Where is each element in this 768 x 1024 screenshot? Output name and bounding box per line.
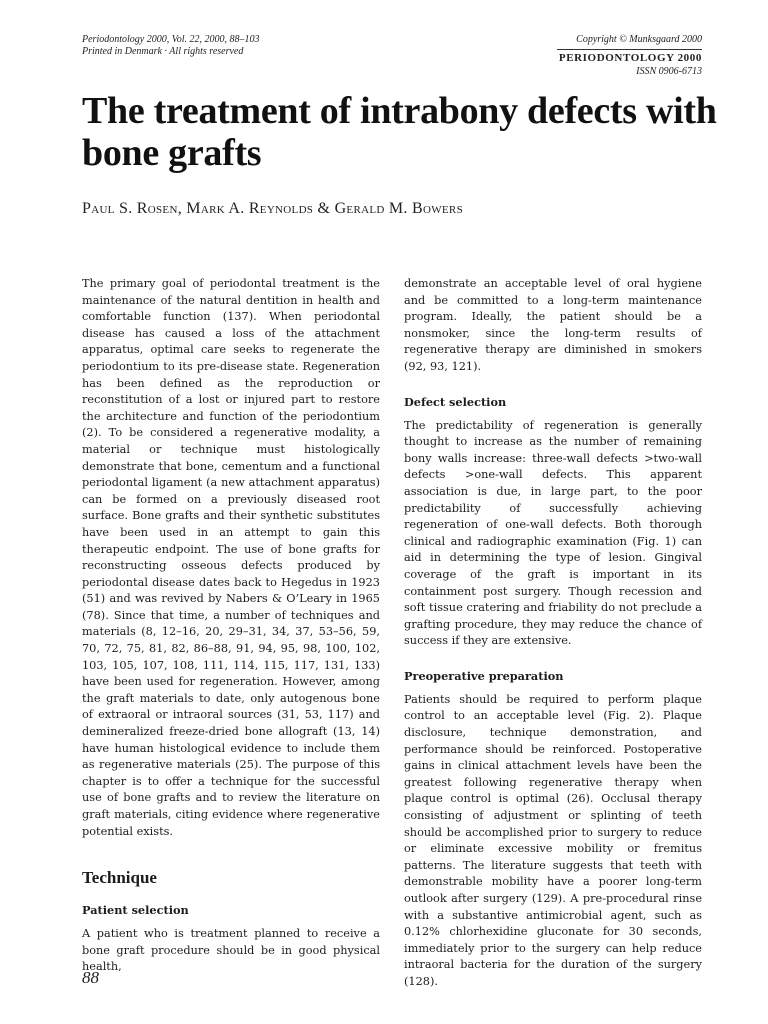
print-rights-line: Printed in Denmark · All rights reserved (82, 46, 244, 57)
patient-selection-paragraph: A patient who is treatment planned to receive a bone graft procedure should be in good physical health, (82, 927, 380, 974)
preoperative-paragraph: Patients should be required to perform plaque control to an acceptable level (Fig. 2). Plaque disclosure, technique demonstration, and performance should be reinforced. Postoperative gains in clinical attachment levels have been the greatest following regenerative therapy when plaque control is optimal (26). Occlusal therapy consisting of adjustment or splinting of teeth should be accomplished prior to surgery to reduce or eliminate excessive mobility or fremitus patterns. The literature suggests that teeth with demonstrable mobility have a poorer long-term outlook after surgery (129). A pre-procedural rinse with a substantive antimicrobial agent, such as 0.12% chlorhexidine gluconate for 30 seconds, immediately prior to the surgery can help reduce intraoral bacteria for the duration of the surgery (128). (404, 692, 702, 988)
subsection-heading-patient-selection: Patient selection (82, 903, 189, 918)
continuation-paragraph: demonstrate an acceptable level of oral hygiene and be committed to a long-term maintenance program. Ideally, the patient should be a nonsmoker, since the long-term results of regenerative therapy are diminished in smokers (92, 93, 121). (404, 277, 702, 373)
copyright-line: Copyright © Munksgaard 2000 (576, 34, 702, 45)
journal-name: PERIODONTOLOGY 2000 (558, 52, 702, 64)
journal-citation-line: Periodontology 2000, Vol. 22, 2000, 88–103 (82, 34, 260, 45)
subsection-heading-defect-selection: Defect selection (404, 394, 507, 409)
defect-selection-paragraph: The predictability of regeneration is generally thought to increase as the number of remaining bony walls increase: three-wall defects >two-wall defects >one-wall defects. This apparent association is due, in large part, to the poor predictability of successfully achieving regeneration of one-wall defects. Both thorough clinical and radiographic examination (Fig. 1) can aid in determining the type of lesion. Gingival coverage of the graft is important in its containment post surgery. Though recession and soft tissue cratering and friability do not preclude a grafting procedure, they may reduce the chance of success if they are extensive. (404, 418, 702, 648)
issn-line: ISSN 0906-6713 (636, 66, 702, 77)
left-column (82, 276, 380, 976)
subsection-heading-preoperative: Preoperative preparation (404, 668, 564, 683)
article-title: The treatment of intrabony defects with bone grafts (82, 90, 717, 174)
masthead-rule (557, 49, 702, 50)
section-heading-technique: Technique (82, 868, 157, 888)
intro-paragraph: The primary goal of periodontal treatment is the maintenance of the natural dentition in health and comfortable function (137). When periodontal disease has caused a loss of the attachment apparatus, optimal care seeks to regenerate the periodontium to its pre-disease state. Regeneration has been defined as the reproduction or reconstitution of a lost or injured part to restore the architecture and function of the periodontium (2). To be considered a regenerative modality, a material or technique must histologically demonstrate that bone, cementum and a functional periodontal ligament (a new attachment apparatus) can be formed on a previously diseased root surface. Bone grafts and their synthetic substitutes have been used in an attempt to gain this therapeutic endpoint. The use of bone grafts for reconstructing osseous defects produced by periodontal disease dates back to Hegedus in 1923 (51) and was revived by Nabers & O’Leary in 1965 (78). Since that time, a number of techniques and materials (8, 12–16, 20, 29–31, 34, 37, 53–56, 59, 70, 72, 75, 81, 82, 86–88, 91, 94, 95, 98, 100, 102, 103, 105, 107, 108, 111, 114, 115, 117, 131, 133) have been used for regeneration. However, among the graft materials to date, only autogenous bone of extraoral or intraoral sources (31, 53, 117) and demineralized freeze-dried bone allograft (13, 14) have human histological evidence to include them as regenerative materials (25). The purpose of this chapter is to offer a technique for the successful use of bone grafts and to review the literature on graft materials, citing evidence where regenerative potential exists. (82, 277, 380, 838)
article-authors: Paul S. Rosen, Mark A. Reynolds & Gerald M. Bowers (82, 200, 463, 217)
journal-citation (82, 34, 260, 58)
journal-masthead (482, 34, 702, 78)
right-column (404, 276, 702, 991)
page-number: 88 (82, 968, 99, 987)
